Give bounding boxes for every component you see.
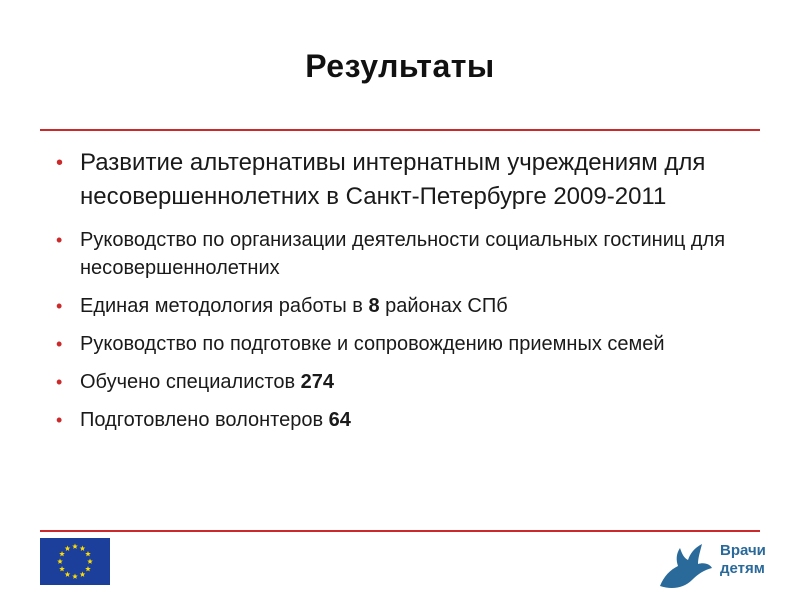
logo-wordmark (720, 542, 766, 578)
top-divider (40, 129, 760, 131)
bullet-item (52, 330, 752, 358)
slide-title: Результаты (305, 48, 495, 84)
logo-line-1: Врачи (720, 542, 766, 559)
bullet-list (52, 146, 752, 444)
bullet-dot: • (56, 296, 63, 316)
eu-flag-icon (40, 538, 110, 585)
bullet-emphasis: 8 (368, 295, 380, 317)
bullet-text: Развитие альтернативы интернатным учреждениям для несовершеннолетних в Санкт-Петербурге 2009-2011 (80, 149, 706, 210)
bullet-text: Единая методология работы в (80, 295, 369, 317)
bullet-text: Подготовлено волонтеров (80, 409, 329, 431)
bottom-divider (40, 530, 760, 532)
bullet-text: районах СПб (379, 295, 508, 317)
bullet-item (52, 406, 752, 434)
bullet-dot: • (56, 230, 63, 250)
logo-line-2: детям (720, 560, 765, 577)
bullet-item (52, 226, 752, 282)
bullet-emphasis: 64 (328, 409, 351, 431)
bullet-dot: • (56, 372, 63, 392)
bullet-item (52, 292, 752, 320)
bullet-dot: • (56, 410, 63, 430)
bullet-text: Руководство по организации деятельности социальных гостиниц для несовершеннолетних (80, 229, 726, 279)
bullet-dot: • (56, 152, 64, 174)
bullet-dot: • (56, 334, 63, 354)
bullet-text: Обучено специалистов (80, 371, 301, 393)
bullet-text: Руководство по подготовке и сопровождению приемных семей (80, 333, 665, 355)
logo-hand-shape (660, 544, 712, 588)
bullet-item (52, 368, 752, 396)
bullet-item (52, 146, 752, 214)
bullet-emphasis: 274 (300, 371, 334, 393)
